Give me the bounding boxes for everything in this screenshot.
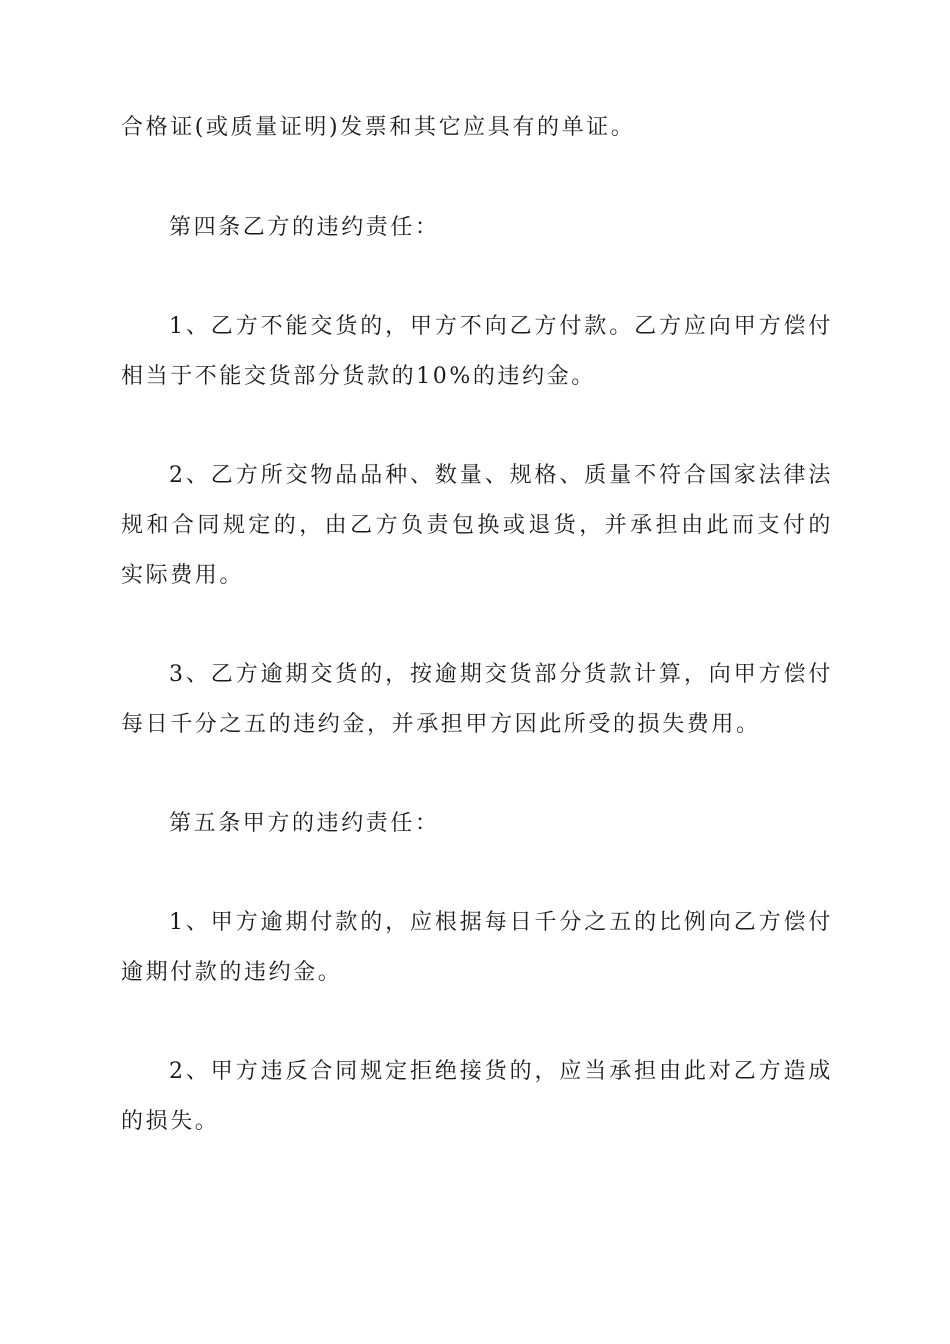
- paragraph-4-2: 2、乙方所交物品品种、数量、规格、质量不符合国家法律法规和合同规定的，由乙方负责包换或退货，并承担由此而支付的实际费用。: [121, 463, 833, 588]
- paragraph-5-2: 2、甲方违反合同规定拒绝接货的，应当承担由此对乙方造成的损失。: [121, 1059, 833, 1134]
- paragraph-4-1: 1、乙方不能交货的，甲方不向乙方付款。乙方应向甲方偿付相当于不能交货部分货款的10%的违约金。: [121, 314, 833, 389]
- heading-article-four: 第四条乙方的违约责任：: [169, 215, 440, 240]
- heading-article-five: 第五条甲方的违约责任：: [169, 811, 440, 836]
- paragraph-4-3: 3、乙方逾期交货的，按逾期交货部分货款计算，向甲方偿付每日千分之五的违约金，并承担甲方因此所受的损失费用。: [121, 662, 833, 737]
- paragraph-certificate-continuation: 合格证(或质量证明)发票和其它应具有的单证。: [121, 115, 636, 140]
- paragraph-5-1: 1、甲方逾期付款的，应根据每日千分之五的比例向乙方偿付逾期付款的违约金。: [121, 910, 833, 985]
